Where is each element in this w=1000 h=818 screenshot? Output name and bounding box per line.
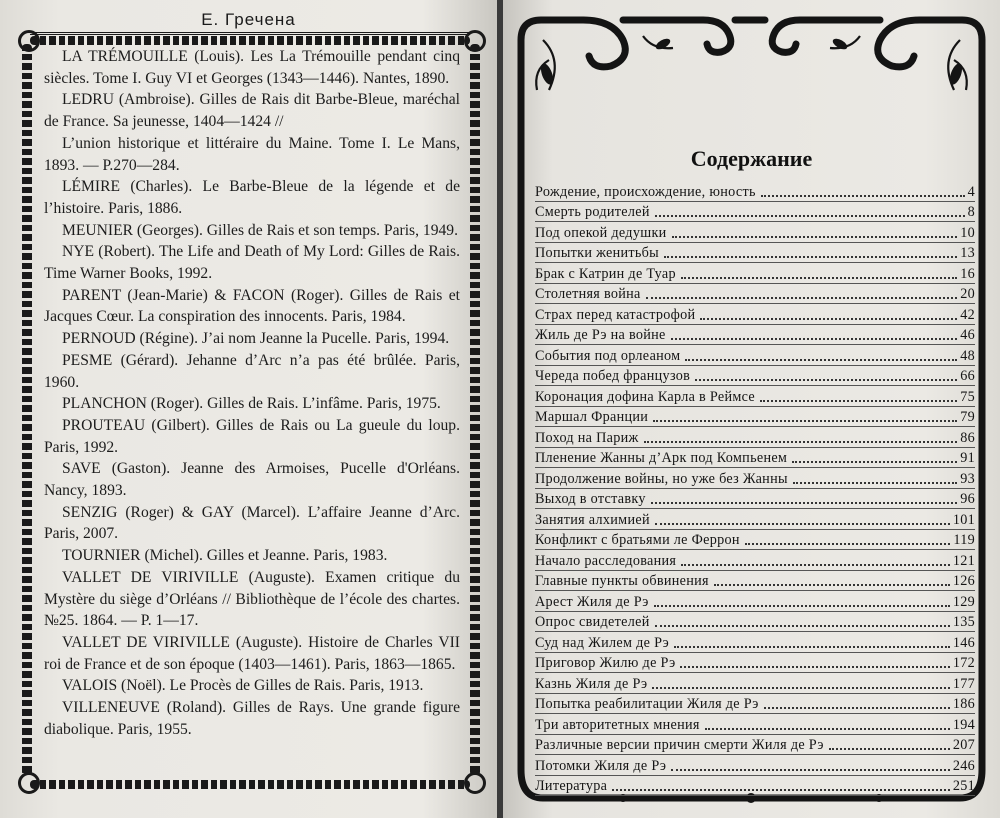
toc-leader-dots — [681, 277, 957, 279]
toc-entry[interactable] — [535, 263, 975, 284]
toc-leader-dots — [793, 482, 957, 484]
bibliography-entry: LA TRÉMOUILLE (Louis). Les La Trémouille pendant cinq siècles. Tome I. Guy VI et Georges (1343—1446). Nantes, 1890. — [44, 48, 460, 87]
toc-leader-dots — [714, 584, 950, 586]
toc-entry[interactable] — [535, 755, 975, 776]
bibliography-entry: L’union historique et littéraire du Maine. Tome I. Le Mans, 1893. — P.270—284. — [44, 134, 460, 174]
header-rule — [30, 32, 470, 35]
toc-leader-dots — [760, 400, 957, 402]
chain-border-top — [30, 36, 470, 45]
toc-leader-dots — [651, 502, 957, 504]
toc-entry[interactable] — [535, 571, 975, 592]
running-head-author: Е. Гречена — [201, 10, 296, 29]
toc-entry[interactable] — [535, 366, 975, 387]
toc-entry-title: Коронация дофина Карла в Реймсе — [535, 388, 756, 405]
chain-border-left — [22, 44, 32, 776]
toc-leader-dots — [674, 646, 950, 648]
toc-entry-title: Казнь Жиля де Рэ — [535, 675, 648, 692]
bibliography-list — [44, 46, 460, 741]
toc-leader-dots — [681, 564, 950, 566]
toc-entry-page-number: 194 — [952, 716, 975, 733]
toc-leader-dots — [685, 359, 957, 361]
toc-entry[interactable] — [535, 530, 975, 551]
chain-border-right — [470, 44, 480, 776]
toc-entry[interactable] — [535, 222, 975, 243]
toc-entry-page-number: 13 — [960, 245, 975, 261]
toc-entry[interactable] — [535, 181, 975, 202]
corner-knot-icon — [464, 30, 486, 52]
toc-entry-page-number: 16 — [960, 265, 975, 282]
bibliography-entry: TOURNIER (Michel). Gilles et Jeanne. Paris, 1983. — [62, 547, 388, 565]
toc-entry-title: Попытки женитьбы — [535, 245, 660, 261]
corner-knot-icon — [18, 772, 40, 794]
toc-entry-title: Потомки Жиля де Рэ — [535, 757, 667, 774]
toc-leader-dots — [671, 769, 950, 771]
toc-leader-dots — [695, 379, 957, 381]
toc-entry-title: Поход на Париж — [535, 429, 639, 446]
toc-entry-page-number: 46 — [960, 327, 975, 343]
toc-entry-page-number: 121 — [952, 552, 975, 569]
bibliography-entry: PROUTEAU (Gilbert). Gilles de Rais ou La gueule du loup. Paris, 1992. — [44, 416, 460, 456]
toc-entry-page-number: 66 — [960, 368, 975, 384]
toc-entry[interactable] — [535, 714, 975, 735]
toc-entry-title: Маршал Франции — [535, 409, 649, 425]
corner-knot-icon — [18, 30, 40, 52]
toc-entry-title: Различные версии причин смерти Жиля де Рэ — [535, 737, 824, 753]
toc-entry[interactable] — [535, 448, 975, 469]
bibliography-entry: VALOIS (Noël). Le Procès de Gilles de Rais. Paris, 1913. — [62, 677, 424, 695]
toc-entry-page-number: 126 — [952, 573, 975, 589]
toc-entry-title: Три авторитетных мнения — [535, 716, 700, 733]
toc-entry-page-number: 8 — [967, 204, 975, 220]
toc-entry[interactable] — [535, 673, 975, 694]
corner-knot-icon — [464, 772, 486, 794]
toc-leader-dots — [655, 625, 950, 627]
toc-entry-title: Рождение, происхождение, юность — [535, 183, 756, 200]
bibliography-entry: NYE (Robert). The Life and Death of My Lord: Gilles de Rais. Time Warner Books, 1992. — [44, 243, 460, 283]
toc-leader-dots — [655, 523, 950, 525]
toc-entry[interactable] — [535, 489, 975, 510]
toc-entry[interactable] — [535, 427, 975, 448]
toc-entry-page-number: 246 — [952, 757, 975, 774]
toc-entry-page-number: 91 — [960, 450, 975, 466]
toc-entry[interactable] — [535, 202, 975, 223]
toc-entry-page-number: 10 — [960, 224, 975, 241]
toc-entry[interactable] — [535, 407, 975, 428]
toc-entry-page-number: 4 — [967, 183, 975, 200]
left-page — [0, 0, 497, 818]
toc-leader-dots — [764, 707, 950, 709]
toc-leader-dots — [829, 748, 950, 750]
bibliography-entry: LÉMIRE (Charles). Le Barbe-Bleue de la légende et de l’histoire. Paris, 1886. — [44, 178, 460, 217]
toc-entry-title: Литература — [535, 778, 608, 794]
toc-leader-dots — [745, 543, 951, 545]
toc-entry-title: Арест Жиля де Рэ — [535, 593, 649, 610]
toc-entry-title: Страх перед катастрофой — [535, 306, 696, 323]
toc-leader-dots — [653, 420, 957, 422]
toc-entry[interactable] — [535, 694, 975, 715]
bibliography-entry: SENZIG (Roger) & GAY (Marcel). L’affaire Jeanne d’Arc. Paris, 2007. — [44, 503, 460, 543]
page-title: Содержание — [690, 146, 813, 171]
toc-entry[interactable] — [535, 550, 975, 571]
ornamental-frame-top-icon — [503, 0, 1000, 140]
toc-leader-dots — [700, 318, 957, 320]
toc-entry-title: Главные пункты обвинения — [535, 573, 709, 589]
toc-entry-page-number: 20 — [960, 286, 975, 302]
toc-entry-title: Брак с Катрин де Туар — [535, 265, 676, 282]
toc-entry[interactable] — [535, 325, 975, 346]
toc-entry-title: Жиль де Рэ на войне — [535, 327, 666, 343]
toc-entry-page-number: 101 — [952, 511, 975, 528]
toc-entry-page-number: 42 — [960, 306, 975, 323]
bibliography-entry: PESME (Gérard). Jehanne d’Arc n’a pas été brûlée. Paris, 1960. — [44, 351, 460, 391]
toc-entry[interactable] — [535, 735, 975, 756]
toc-entry-title: Пленение Жанны д’Арк под Компьенем — [535, 450, 788, 466]
toc-entry-title: События под орлеаном — [535, 347, 681, 364]
toc-entry-title: Опрос свидетелей — [535, 614, 650, 630]
toc-entry-title: Столетняя война — [535, 286, 641, 302]
toc-entry[interactable] — [535, 509, 975, 530]
toc-entry-page-number: 251 — [952, 778, 975, 794]
bibliography-entry: VALLET DE VIRIVILLE (Auguste). Examen critique du Mystère du siège d’Orléans // Bibliothèque de l’école des chartes. №25. 1864. — P. 1—17. — [44, 568, 460, 630]
toc-leader-dots — [652, 687, 949, 689]
toc-entry-page-number: 146 — [952, 634, 975, 651]
toc-leader-dots — [705, 728, 950, 730]
toc-entry-page-number: 207 — [952, 737, 975, 753]
toc-entry-title: Попытка реабилитации Жиля де Рэ — [535, 696, 759, 712]
bibliography-entry: SAVE (Gaston). Jeanne des Armoises, Pucelle d'Orléans. Nancy, 1893. — [44, 460, 460, 500]
toc-entry-title: Под опекой дедушки — [535, 224, 667, 241]
toc-entry-page-number: 129 — [952, 593, 975, 610]
toc-entry[interactable] — [535, 468, 975, 489]
toc-entry-title: Конфликт с братьями ле Феррон — [535, 532, 740, 548]
toc-entry[interactable] — [535, 304, 975, 325]
toc-entry-page-number: 79 — [960, 409, 975, 425]
bibliography-entry: PERNOUD (Régine). J’ai nom Jeanne la Pucelle. Paris, 1994. — [62, 330, 450, 348]
bibliography-entry: PARENT (Jean-Marie) & FACON (Roger). Gilles de Rais et Jacques Cœur. La conspiration des innocents. Paris, 1984. — [44, 286, 460, 326]
toc-leader-dots — [646, 297, 958, 299]
bibliography-entry: PLANCHON (Roger). Gilles de Rais. L’infâme. Paris, 1975. — [62, 395, 441, 413]
toc-entry-title: Суд над Жилем де Рэ — [535, 634, 670, 651]
toc-leader-dots — [792, 461, 957, 463]
toc-entry-page-number: 135 — [952, 614, 975, 630]
toc-entry-title: Смерть родителей — [535, 204, 650, 220]
chain-border-bottom — [30, 780, 470, 789]
toc-entry-title: Продолжение войны, но уже без Жанны — [535, 470, 788, 487]
table-of-contents — [535, 181, 975, 796]
toc-entry-title: Начало расследования — [535, 552, 677, 569]
right-page — [503, 0, 1000, 818]
toc-leader-dots — [654, 605, 950, 607]
toc-leader-dots — [664, 256, 957, 258]
toc-leader-dots — [671, 338, 958, 340]
toc-entry-page-number: 75 — [960, 388, 975, 405]
toc-leader-dots — [655, 215, 965, 217]
toc-entry[interactable] — [535, 632, 975, 653]
toc-leader-dots — [612, 789, 950, 791]
bibliography-entry: VALLET DE VIRIVILLE (Auguste). Histoire de Charles VII roi de France et de son époque (1403—1461). Paris, 1863—1865. — [44, 633, 460, 673]
toc-entry-title: Приговор Жилю де Рэ — [535, 655, 676, 671]
toc-entry-page-number: 119 — [953, 532, 975, 548]
toc-entry-page-number: 93 — [960, 470, 975, 487]
toc-entry-page-number: 96 — [960, 491, 975, 507]
bibliography-entry: VILLENEUVE (Roland). Gilles de Rays. Une grande figure diabolique. Paris, 1955. — [44, 699, 460, 738]
toc-leader-dots — [644, 441, 958, 443]
toc-entry[interactable] — [535, 591, 975, 612]
bibliography-entry: LEDRU (Ambroise). Gilles de Rais dit Barbe-Bleue, maréchal de France. Sa jeunesse, 1404—1424 // — [44, 91, 460, 131]
toc-leader-dots — [761, 195, 965, 197]
toc-entry-title: Выход в отставку — [535, 491, 646, 507]
toc-entry-title: Занятия алхимией — [535, 511, 650, 528]
toc-entry-page-number: 172 — [952, 655, 975, 671]
toc-entry[interactable] — [535, 243, 975, 264]
toc-entry[interactable] — [535, 386, 975, 407]
toc-entry[interactable] — [535, 284, 975, 305]
toc-entry-page-number: 177 — [952, 675, 975, 692]
toc-leader-dots — [672, 236, 958, 238]
bibliography-entry: MEUNIER (Georges). Gilles de Rais et son temps. Paris, 1949. — [62, 221, 459, 239]
toc-entry[interactable] — [535, 653, 975, 674]
toc-entry-page-number: 86 — [960, 429, 975, 446]
toc-entry-page-number: 48 — [960, 347, 975, 364]
toc-leader-dots — [680, 666, 949, 668]
toc-entry-title: Череда побед французов — [535, 368, 691, 384]
toc-entry-page-number: 186 — [952, 696, 975, 712]
toc-entry[interactable] — [535, 612, 975, 633]
toc-entry[interactable] — [535, 776, 975, 797]
toc-entry[interactable] — [535, 345, 975, 366]
